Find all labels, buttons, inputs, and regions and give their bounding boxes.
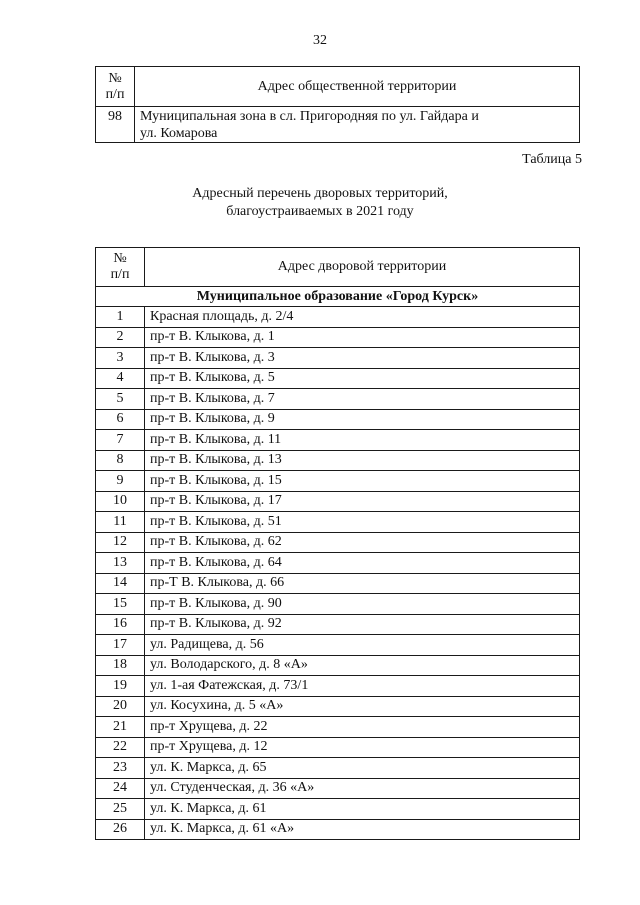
row-num: 26: [96, 819, 145, 840]
table-row: [96, 717, 580, 738]
row-addr-line: ул. Комарова: [140, 126, 218, 141]
table-row: [96, 327, 580, 348]
yard-territory-table: [95, 247, 580, 840]
table-row: [96, 491, 580, 512]
row-addr: пр-т В. Клыкова, д. 1: [145, 327, 580, 348]
table-row: [96, 655, 580, 676]
row-addr-line: Муниципальная зона в сл. Пригородняя по ул. Гайдара и: [140, 109, 479, 124]
row-num: 22: [96, 737, 145, 758]
row-num: 7: [96, 430, 145, 451]
row-num: 2: [96, 327, 145, 348]
row-num: 20: [96, 696, 145, 717]
row-addr: ул. Студенческая, д. 36 «А»: [145, 778, 580, 799]
row-addr: ул. К. Маркса, д. 61: [145, 799, 580, 820]
row-addr: пр-т В. Клыкова, д. 15: [145, 471, 580, 492]
table-row: [96, 532, 580, 553]
table-row: [96, 778, 580, 799]
table-row: [96, 819, 580, 840]
row-num: 14: [96, 573, 145, 594]
header-num-abbr: п/п: [110, 267, 130, 282]
row-num: 13: [96, 553, 145, 574]
table-title: [0, 185, 640, 221]
header-num-symbol: №: [108, 70, 122, 86]
section-title: Муниципальное образование «Город Курск»: [96, 287, 580, 307]
row-num: 4: [96, 368, 145, 389]
row-addr: ул. Радищева, д. 56: [145, 635, 580, 656]
table-row: [96, 799, 580, 820]
row-addr: пр-т В. Клыкова, д. 17: [145, 491, 580, 512]
row-addr: пр-т В. Клыкова, д. 9: [145, 409, 580, 430]
row-addr: пр-т В. Клыкова, д. 51: [145, 512, 580, 533]
row-addr: пр-т Хрущева, д. 22: [145, 717, 580, 738]
row-num: 24: [96, 778, 145, 799]
row-addr: пр-т В. Клыкова, д. 90: [145, 594, 580, 615]
row-num: 15: [96, 594, 145, 615]
row-num: 17: [96, 635, 145, 656]
row-addr: пр-т В. Клыкова, д. 5: [145, 368, 580, 389]
table-row: [96, 409, 580, 430]
row-addr: пр-т В. Клыкова, д. 92: [145, 614, 580, 635]
header-addr-cell: Адрес дворовой территории: [145, 248, 580, 287]
row-num: 8: [96, 450, 145, 471]
table-row: [96, 307, 580, 328]
row-addr: ул. Володарского, д. 8 «А»: [145, 655, 580, 676]
row-num: 23: [96, 758, 145, 779]
table-row: [96, 553, 580, 574]
table-row: [96, 737, 580, 758]
table-title-line: Адресный перечень дворовых территорий,: [192, 186, 448, 201]
row-num: 19: [96, 676, 145, 697]
header-num-cell: [96, 67, 135, 107]
row-num: 25: [96, 799, 145, 820]
header-num-abbr: п/п: [105, 86, 125, 102]
header-num-symbol: №: [113, 251, 127, 266]
row-num: 10: [96, 491, 145, 512]
row-addr: ул. К. Маркса, д. 61 «А»: [145, 819, 580, 840]
header-num-cell: [96, 248, 145, 287]
table-row: [96, 348, 580, 369]
row-addr: пр-т В. Клыкова, д. 3: [145, 348, 580, 369]
table-row: [96, 573, 580, 594]
table-row: [96, 696, 580, 717]
row-addr: ул. Косухина, д. 5 «А»: [145, 696, 580, 717]
row-addr: пр-т В. Клыкова, д. 13: [145, 450, 580, 471]
row-num: 5: [96, 389, 145, 410]
table-row: [96, 758, 580, 779]
row-num: 1: [96, 307, 145, 328]
row-addr: ул. К. Маркса, д. 65: [145, 758, 580, 779]
row-num: 12: [96, 532, 145, 553]
header-addr-cell: Адрес общественной территории: [135, 67, 580, 107]
table-label: Таблица 5: [522, 152, 582, 167]
table-row: [96, 676, 580, 697]
row-addr: пр-т В. Клыкова, д. 7: [145, 389, 580, 410]
table-row: [96, 450, 580, 471]
page-number: 32: [313, 33, 327, 48]
table-header-row: [96, 248, 580, 287]
table-row: [96, 614, 580, 635]
row-num: 98: [96, 107, 135, 143]
table-row: [96, 471, 580, 492]
table-row: [96, 368, 580, 389]
row-num: 9: [96, 471, 145, 492]
row-num: 11: [96, 512, 145, 533]
row-addr: пр-Т В. Клыкова, д. 66: [145, 573, 580, 594]
row-addr: пр-т В. Клыкова, д. 11: [145, 430, 580, 451]
table-row: [96, 512, 580, 533]
row-num: 16: [96, 614, 145, 635]
row-addr: Красная площадь, д. 2/4: [145, 307, 580, 328]
table-header-row: [96, 67, 580, 107]
row-addr: [135, 107, 580, 143]
row-addr: пр-т Хрущева, д. 12: [145, 737, 580, 758]
table-row: [96, 107, 580, 143]
row-addr: пр-т В. Клыкова, д. 64: [145, 553, 580, 574]
row-addr: ул. 1-ая Фатежская, д. 73/1: [145, 676, 580, 697]
table-title-line: благоустраиваемых в 2021 году: [226, 204, 414, 219]
table-row: [96, 635, 580, 656]
row-num: 21: [96, 717, 145, 738]
table-row: [96, 389, 580, 410]
row-num: 3: [96, 348, 145, 369]
row-addr: пр-т В. Клыкова, д. 62: [145, 532, 580, 553]
section-row: [96, 287, 580, 307]
row-num: 6: [96, 409, 145, 430]
row-num: 18: [96, 655, 145, 676]
table-row: [96, 430, 580, 451]
table-row: [96, 594, 580, 615]
public-territory-table: [95, 66, 580, 143]
